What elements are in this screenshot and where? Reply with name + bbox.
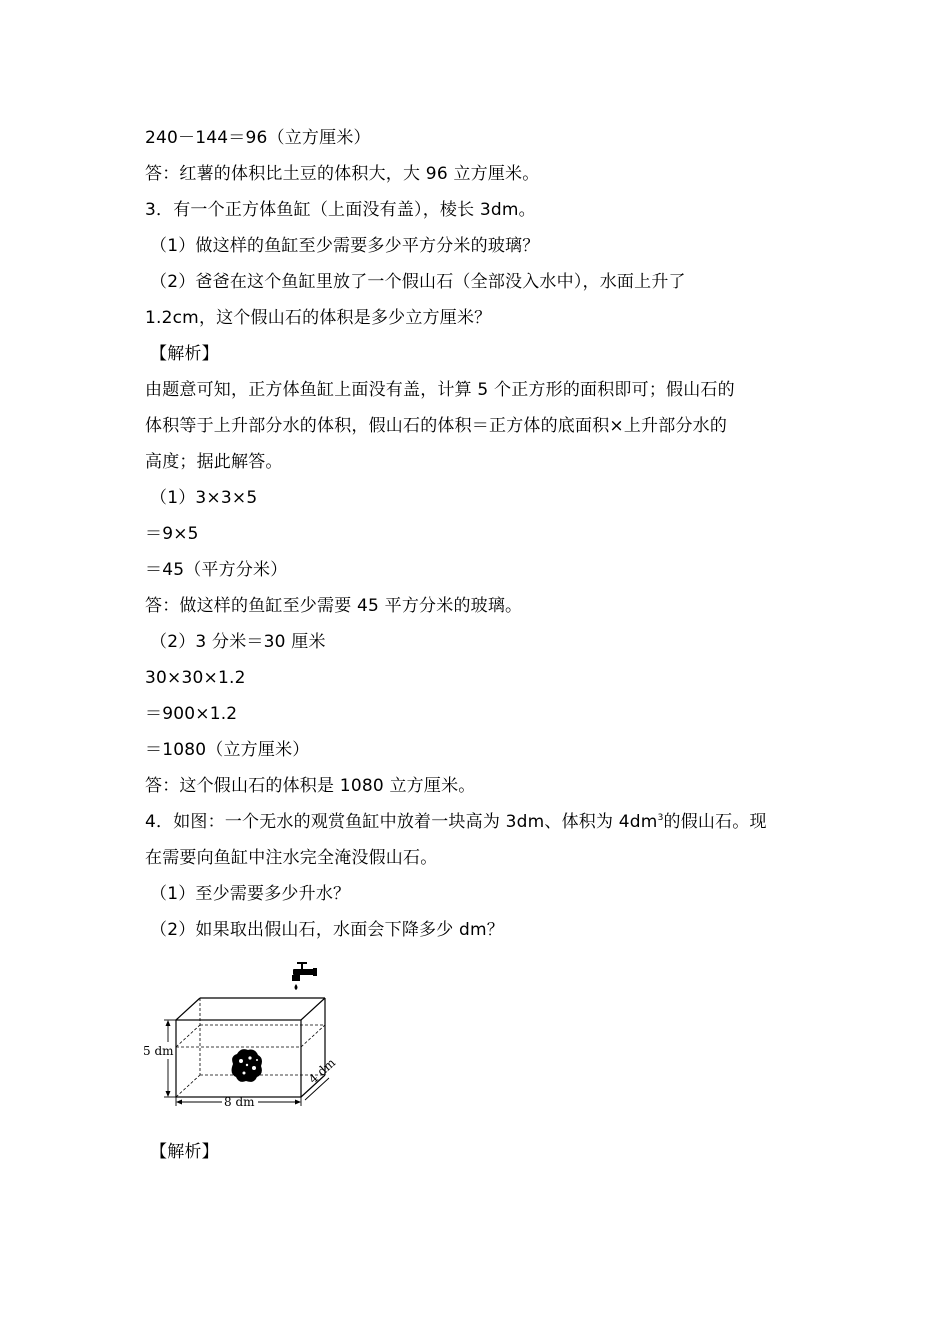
question-4-title: 4．如图：一个无水的观赏鱼缸中放着一块高为 3dm、体积为 $4dm^3$的假山石。现 (145, 812, 767, 832)
analysis-heading: 【解析】 (150, 1142, 219, 1162)
analysis-heading: 【解析】 (150, 344, 219, 364)
width-label: 4 dm (306, 1055, 339, 1087)
question-3-part-1: （1）做这样的鱼缸至少需要多少平方分米的玻璃？ (150, 236, 540, 256)
faucet-icon (292, 962, 317, 990)
solution-line: ＝9×5 (145, 524, 199, 544)
question-3-part-2: （2）爸爸在这个鱼缸里放了一个假山石（全部没入水中），水面上升了 (150, 272, 686, 292)
analysis-text: 由题意可知，正方体鱼缸上面没有盖，计算 5 个正方形的面积即可；假山石的 (145, 380, 735, 400)
text-line: 240－144＝96（立方厘米） (145, 128, 371, 148)
solution-line: （2）3 分米＝30 厘米 (150, 632, 326, 652)
answer-line: 答：做这样的鱼缸至少需要 45 平方分米的玻璃。 (145, 596, 523, 616)
analysis-text: 高度；据此解答。 (145, 452, 283, 472)
solution-line: （1）3×3×5 (150, 488, 258, 508)
fish-tank-diagram (140, 958, 350, 1108)
question-3-title: 3．有一个正方体鱼缸（上面没有盖），棱长 3dm。 (145, 200, 536, 220)
length-label: 8 dm (224, 1095, 255, 1109)
question-4-part-1: （1）至少需要多少升水？ (150, 884, 351, 904)
solution-line: ＝1080（立方厘米） (145, 740, 310, 760)
question-4-title-cont: 在需要向鱼缸中注水完全淹没假山石。 (145, 848, 438, 868)
analysis-text: 体积等于上升部分水的体积，假山石的体积＝正方体的底面积×上升部分水的 (145, 416, 728, 436)
fish-tank-figure (140, 958, 350, 1108)
height-dimension (164, 1020, 176, 1097)
solution-line: ＝900×1.2 (145, 704, 238, 724)
height-label: 5 dm (143, 1044, 174, 1058)
rock-icon (232, 1049, 262, 1082)
solution-line: ＝45（平方分米） (145, 560, 288, 580)
text-line: 答：红薯的体积比土豆的体积大，大 96 立方厘米。 (145, 164, 540, 184)
question-4-part-2: （2）如果取出假山石，水面会下降多少 dm？ (150, 920, 504, 940)
text-line: 1.2cm，这个假山石的体积是多少立方厘米？ (145, 308, 492, 328)
solution-line: 30×30×1.2 (145, 668, 246, 688)
answer-line: 答：这个假山石的体积是 1080 立方厘米。 (145, 776, 476, 796)
